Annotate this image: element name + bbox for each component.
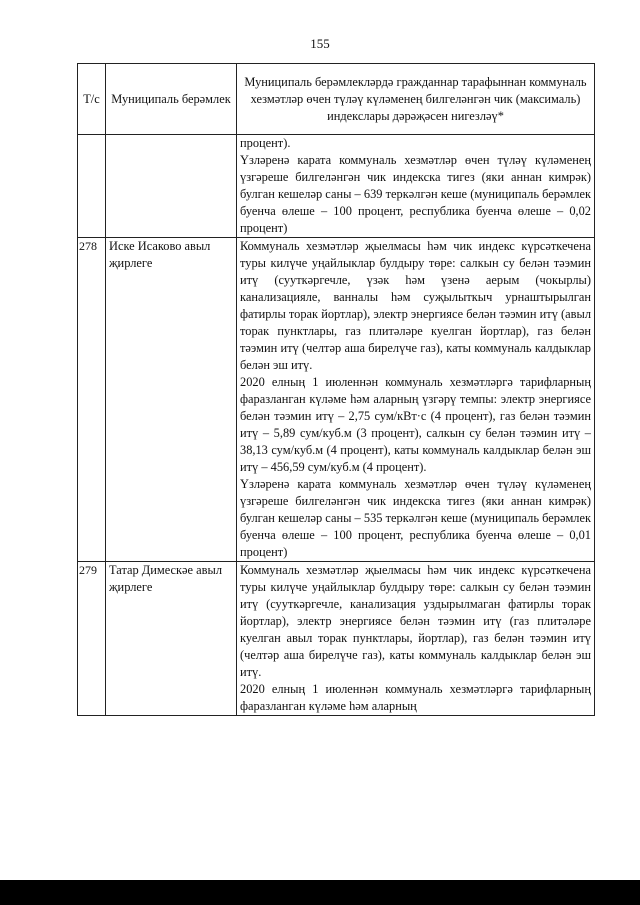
- table-header-row: [78, 64, 595, 135]
- header-number: Т/с: [78, 64, 106, 135]
- tariff-table: [77, 63, 595, 716]
- scan-edge-bar: [0, 880, 640, 905]
- row-number: 278: [78, 238, 106, 562]
- table-row: [78, 135, 595, 238]
- table-row: [78, 238, 595, 562]
- row-paragraph: Үзләренә карата коммуналь хезмәтләр өчен түләү күләменең үзгәреше билгеләнгән чик индекска тигез (яки аннан кимрәк) булган кешеләр саны – 535 теркәлгән кеше (муниципаль берәмлек буенча өлеше – 100 процент, республика буенча өлеше – 0,01 процент): [240, 477, 591, 559]
- row-description: [237, 135, 595, 238]
- row-description: [237, 238, 595, 562]
- row-paragraph: Үзләренә карата коммуналь хезмәтләр өчен түләү күләменең үзгәреше билгеләнгән чик индекска тигез (яки аннан кимрәк) булган кешеләр саны – 639 теркәлгән кеше (муниципаль берәмлек буенча өлеше – 100 процент, республика буенча өлеше – 0,02 процент): [240, 153, 591, 235]
- row-paragraph: процент).: [240, 136, 291, 150]
- header-description: Муниципаль берәмлекләрдә гражданнар тарафыннан коммуналь хезмәтләр өчен түләү күләменең билгеләнгән чик (максималь) индекслары дәрәҗәсен нигезләү*: [237, 64, 595, 135]
- row-paragraph: Коммуналь хезмәтләр җыелмасы һәм чик индекс күрсәткечена туры килүче уңайлыклар булдыру төре: салкын су белән тәэмин итү (сууткәргечле, канализация уздырылмаган фатирлы торак йортлар), электр энергиясе белән тәэмин итү (газ плитәләре куелган авыл торак пунктлары, йортлар), газ белән тәэмин итү (челтәр аша бирелүче газ), каты коммуналь калдыклар белән эш итү.: [240, 563, 591, 679]
- row-municipality: Татар Димескәе авыл җирлеге: [106, 562, 237, 716]
- row-number: [78, 135, 106, 238]
- row-municipality: Иске Исаково авыл җирлеге: [106, 238, 237, 562]
- row-number: 279: [78, 562, 106, 716]
- row-paragraph: 2020 елның 1 июленнән коммуналь хезмәтләргә тарифларның фаразланган күләме һәм аларның: [240, 682, 591, 713]
- header-municipality: Муниципаль берәмлек: [106, 64, 237, 135]
- row-municipality: [106, 135, 237, 238]
- table-row: [78, 562, 595, 716]
- row-paragraph: 2020 елның 1 июленнән коммуналь хезмәтләргә тарифларның фаразланган күләме һәм аларның үзгәрү темпы: электр энергиясе белән тәэмин итү – 2,75 сум/кВт·с (4 процент), газ белән тәэмин итү – 5,89 сум/куб.м (3 процент), салкын су белән тәэмин итү – 38,13 сум/куб.м (4 процент), каты коммуналь калдыклар белән эш итү – 456,59 сум/куб.м (4 процент).: [240, 375, 591, 474]
- page-number: 155: [310, 36, 330, 51]
- row-description: [237, 562, 595, 716]
- row-paragraph: Коммуналь хезмәтләр җыелмасы һәм чик индекс күрсәткечена туры килүче уңайлыклар булдыру төре: салкын су белән тәэмин итү (сууткәргечле, үзәк һәм үзенә аерым (чокырлы) канализацияле, ванналы һәм суҗылыткыч урнаштырылган фатирлы торак йортлар), электр энергиясе белән тәэмин итү (авыл торак пунктлары, газ плитәләре куелган йортлар), газ белән тәэмин итү (челтәр аша бирелүче газ), каты коммуналь калдыклар белән эш итү.: [240, 239, 591, 372]
